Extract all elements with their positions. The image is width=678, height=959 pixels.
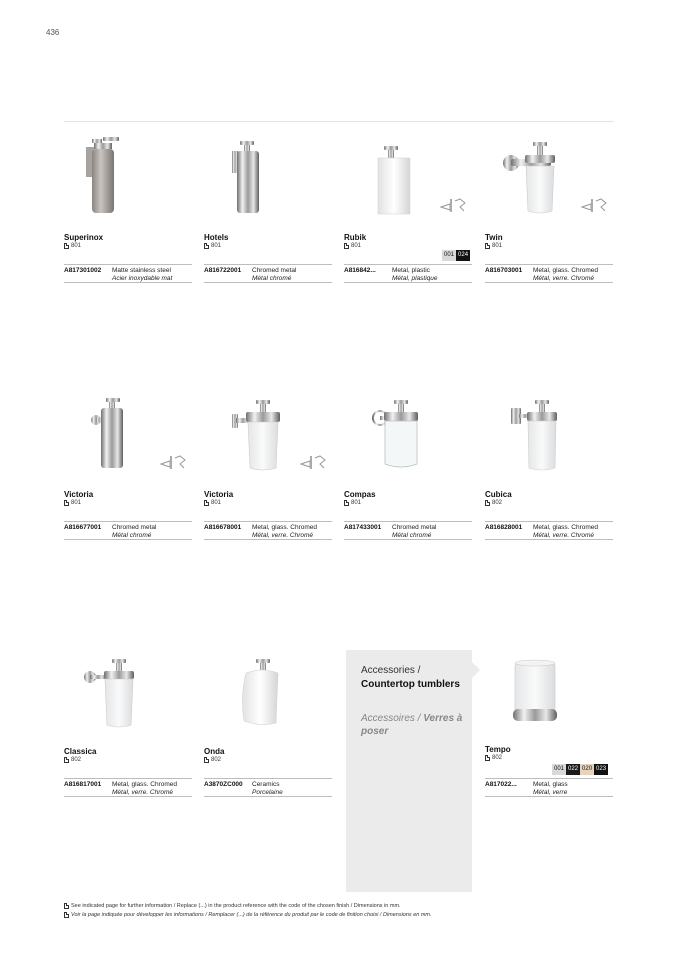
footnote-fr: Voir la page indiquée pour développer les informations / Remplacer (...) de la référence du produit par le code de finition choisi / Dimensions en mm.: [64, 912, 432, 918]
material-fr: Métal chromé: [392, 532, 432, 539]
page-reference-icon: [485, 755, 490, 761]
cubica-dispenser-image: [485, 390, 613, 480]
page-reference-icon: [64, 757, 69, 763]
product-row: [64, 264, 192, 283]
classica-dispenser-image: [64, 647, 192, 737]
page-reference-icon: [64, 500, 69, 506]
product-code: A816677001: [64, 524, 102, 531]
finish-swatches: [442, 250, 470, 261]
product-name: Cubica: [485, 490, 512, 499]
onda-dispenser-image: [204, 647, 332, 737]
material-fr: Métal chromé: [252, 275, 292, 282]
top-divider: [64, 121, 614, 122]
finish-swatch-001[interactable]: 001: [552, 764, 566, 775]
material-en: Metal, glass. Chromed: [533, 267, 599, 274]
finish-swatch-001[interactable]: 001: [442, 250, 456, 261]
product-row: [344, 521, 472, 540]
product-row: [344, 264, 472, 283]
page-reference[interactable]: 801: [485, 243, 502, 249]
product-code: A816703001: [485, 267, 523, 274]
finish-swatch-022[interactable]: 022: [566, 764, 580, 775]
material-en: Metal, glass. Chromed: [112, 781, 178, 788]
product-name: Classica: [64, 747, 97, 756]
product-code: A817022...: [485, 781, 517, 788]
product-code: A816678001: [204, 524, 242, 531]
material-en: Metal, glass. Chromed: [533, 524, 599, 531]
material-en: Chromed metal: [112, 524, 157, 531]
compas-dispenser-image: [344, 390, 472, 480]
product-code: A817301002: [64, 267, 102, 274]
page-reference-icon: [485, 243, 490, 249]
hotels-dispenser-image: [204, 133, 332, 223]
product-row: [485, 264, 613, 283]
finish-swatches: [552, 764, 608, 775]
section-title-en-prefix: Accessories /: [361, 665, 421, 676]
footnote-en: See indicated page for further information / Replace (...) in the product reference with the code of the chosen finish / Dimensions in mm.: [64, 903, 401, 909]
material-en: Chromed metal: [392, 524, 437, 531]
product-row: [64, 778, 192, 797]
page-reference[interactable]: 802: [485, 755, 502, 761]
page-reference[interactable]: 802: [204, 757, 221, 763]
page-reference[interactable]: 801: [64, 243, 81, 249]
page-reference-icon: [204, 757, 209, 763]
page-reference[interactable]: 802: [64, 757, 81, 763]
page-number: 436: [46, 28, 60, 37]
product-name: Twin: [485, 233, 503, 242]
section-panel-pointer: [472, 662, 480, 678]
tempo-tumbler-image: [485, 647, 613, 737]
material-fr: Métal, verre. Chromé: [112, 789, 174, 796]
material-fr: Acier inoxydable mat: [112, 275, 173, 282]
product-code: A816722001: [204, 267, 242, 274]
section-title-en: Countertop tumblers: [361, 679, 460, 690]
section-title-fr: Accessoires / Verres à poser: [361, 713, 463, 737]
product-code: A817433001: [344, 524, 382, 531]
wall-mount-icon: [581, 197, 609, 213]
product-code: A816828001: [485, 524, 523, 531]
material-en: Metal, glass: [533, 781, 568, 788]
page-reference-icon: [204, 500, 209, 506]
superinox-dispenser-image: [64, 133, 192, 223]
product-name: Superinox: [64, 233, 104, 242]
product-name: Rubik: [344, 233, 367, 242]
page-reference-icon: [64, 243, 69, 249]
product-name: Compas: [344, 490, 376, 499]
page-reference[interactable]: 802: [485, 500, 502, 506]
product-row: [204, 778, 332, 797]
page-reference[interactable]: 801: [344, 243, 361, 249]
finish-swatch-020[interactable]: 020: [580, 764, 594, 775]
material-fr: Métal, verre: [533, 789, 568, 796]
wall-mount-icon: [300, 454, 328, 470]
product-row: [485, 521, 613, 540]
page-reference[interactable]: 801: [344, 500, 361, 506]
product-code: A816817001: [64, 781, 102, 788]
page-reference[interactable]: 801: [204, 243, 221, 249]
page-reference[interactable]: 801: [204, 500, 221, 506]
product-code: A816842...: [344, 267, 376, 274]
page-reference-icon: [344, 500, 349, 506]
page-reference-icon: [64, 912, 69, 918]
material-en: Metal, glass. Chromed: [252, 524, 318, 531]
material-fr: Métal, verre. Chromé: [252, 532, 314, 539]
product-row: [204, 521, 332, 540]
product-name: Hotels: [204, 233, 229, 242]
page-reference-icon: [485, 500, 490, 506]
product-code: A3870ZC000: [204, 781, 243, 788]
page-reference-icon: [64, 903, 69, 909]
material-fr: Métal, plastique: [392, 275, 438, 282]
product-row: [204, 264, 332, 283]
wall-mount-icon: [440, 197, 468, 213]
product-name: Tempo: [485, 745, 511, 754]
material-en: Chromed metal: [252, 267, 297, 274]
page-reference-icon: [204, 243, 209, 249]
material-fr: Porcelaine: [252, 789, 283, 796]
product-name: Onda: [204, 747, 225, 756]
material-fr: Métal, verre. Chromé: [533, 275, 595, 282]
wall-mount-icon: [160, 454, 188, 470]
material-en: Ceramics: [252, 781, 280, 788]
material-en: Matte stainless steel: [112, 267, 171, 274]
finish-swatch-024[interactable]: 024: [456, 250, 470, 261]
material-en: Metal, plastic: [392, 267, 430, 274]
finish-swatch-023[interactable]: 023: [594, 764, 608, 775]
product-row: [64, 521, 192, 540]
material-fr: Métal chromé: [112, 532, 152, 539]
product-row: [485, 778, 613, 797]
material-fr: Métal, verre. Chromé: [533, 532, 595, 539]
page-reference-icon: [344, 243, 349, 249]
page-reference[interactable]: 801: [64, 500, 81, 506]
product-name: Victoria: [64, 490, 94, 499]
product-name: Victoria: [204, 490, 234, 499]
section-panel: [346, 650, 472, 892]
